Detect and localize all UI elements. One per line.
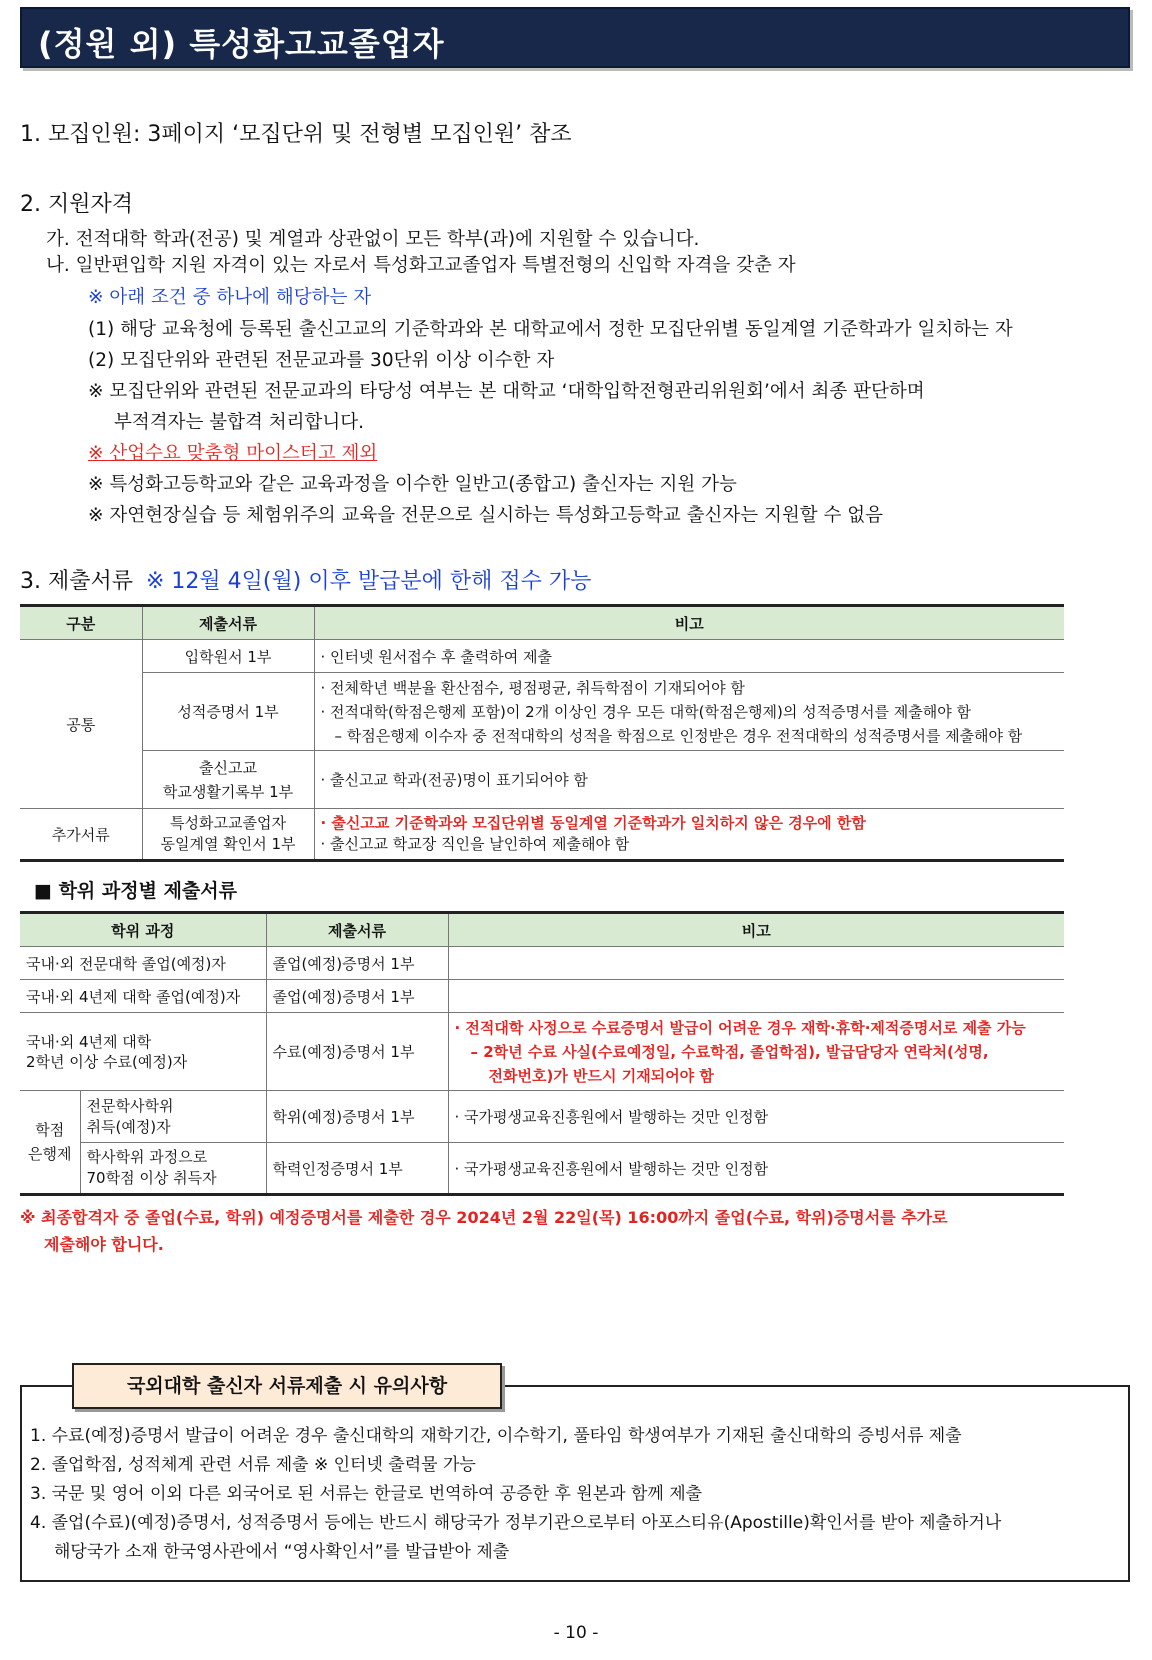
label-line: 학점 [35,1121,65,1139]
remark-cell [448,947,1064,980]
degree-documents-table [20,911,1064,1196]
doc-cell: 졸업(예정)증명서 1부 [266,980,448,1013]
qualification-item-ga: 가. 전적대학 학과(전공) 및 계열과 상관없이 모든 학부(과)에 지원할 수 있습니다. [46,229,700,250]
course-line: 2학년 이상 수료(예정)자 [26,1052,188,1071]
remark-transcript [314,673,1064,751]
general-high-note: ※ 특성화고등학교와 같은 교육과정을 이수한 일반고(종합고) 출신자는 지원 가능 [88,474,737,495]
condition-2: (2) 모집단위와 관련된 전문교과를 30단위 이상 이수한 자 [88,350,555,371]
remark-line: – 학점은행제 이수자 중 전적대학의 성적을 학점으로 인정받은 경우 전적대학의 성적증명서를 제출해야 함 [334,726,1023,745]
remark-cell [448,980,1064,1013]
table-row [20,947,1064,980]
foreign-notice-item: 4. 졸업(수료)(예정)증명서, 성적증명서 등에는 반드시 해당국가 정부기관으로부터 아포스티유(Apostille)확인서를 받아 제출하거나 [30,1513,1002,1533]
remark-cell: · 국가평생교육진흥원에서 발행하는 것만 인정함 [448,1091,1064,1143]
documents-table [20,604,1064,862]
category-common: 공통 [20,640,142,809]
doc-line: 특성화고교졸업자 [170,814,286,832]
final-notice-line2: 제출해야 합니다. [44,1235,164,1254]
doc-transcript: 성적증명서 1부 [142,673,314,751]
table-row [20,751,1064,809]
course-line: 70학점 이상 취득자 [86,1169,217,1187]
section2-heading: 2. 지원자격 [20,192,133,217]
doc-school-record [142,751,314,809]
page-number: - 10 - [553,1623,599,1643]
doc-cell: 학력인정증명서 1부 [266,1143,448,1195]
remark-line: · 전적대학(학점은행제 포함)이 2개 이상인 경우 모든 대학(학점은행제)의 성적증명서를 제출해야 함 [320,702,972,721]
course-cell: 국내·외 4년제 대학 졸업(예정)자 [20,980,266,1013]
header-course: 학위 과정 [20,913,266,947]
remark-cell: · 국가평생교육진흥원에서 발행하는 것만 인정함 [448,1143,1064,1195]
doc-cell: 졸업(예정)증명서 1부 [266,947,448,980]
header-category: 구분 [20,606,142,640]
course-cell: 국내·외 전문대학 졸업(예정)자 [20,947,266,980]
course-line: 취득(예정)자 [86,1117,171,1136]
foreign-notice-item: 2. 졸업학점, 성적체계 관련 서류 제출 ※ 인터넷 출력물 가능 [30,1455,476,1475]
label-line: 은행제 [28,1145,72,1163]
meister-exclusion-note: ※ 산업수요 맞춤형 마이스터고 제외 [88,443,378,464]
final-notice-line1: ※ 최종합격자 중 졸업(수료, 학위) 예정증명서를 제출한 경우 2024년 2월 22일(목) 16:00까지 졸업(수료, 학위)증명서를 추가로 [20,1208,948,1227]
course-cell [20,1013,266,1091]
header-documents: 제출서류 [142,606,314,640]
field-practice-note: ※ 자연현장실습 등 체험위주의 교육을 전문으로 실시하는 특성화고등학교 출신자는 지원할 수 없음 [88,505,884,526]
course-line: 학사학위 과정으로 [86,1148,208,1166]
remark-line-red: · 전적대학 사정으로 수료증명서 발급이 어려운 경우 재학·휴학·제적증명서로 제출 가능 [454,1018,1026,1037]
foreign-notice-item: 1. 수료(예정)증명서 발급이 어려운 경우 출신대학의 재학기간, 이수학기, 풀타임 학생여부가 기재된 출신대학의 증빙서류 제출 [30,1426,962,1446]
course-cell [80,1143,266,1195]
course-line: 국내·외 4년제 대학 [26,1032,152,1051]
table-row [20,1013,1064,1091]
remark-same-field [314,809,1064,861]
doc-cell: 수료(예정)증명서 1부 [266,1013,448,1091]
remark-line-red: · 출신고교 기준학과와 모집단위별 동일계열 기준학과가 일치하지 않은 경우에 한함 [320,814,866,832]
doc-cell: 학위(예정)증명서 1부 [266,1091,448,1143]
doc-same-field-confirmation [142,809,314,861]
category-extra: 추가서류 [20,809,142,861]
header-remarks: 비고 [448,913,1064,947]
page-banner [20,7,1130,68]
remark-line: · 전체학년 백분율 환산점수, 평점평균, 취득학점이 기재되어야 함 [320,678,745,697]
qualification-item-na: 나. 일반편입학 지원 자격이 있는 자로서 특성화고교졸업자 특별전형의 신입학 자격을 갖춘 자 [46,255,796,276]
doc-line: 동일계열 확인서 1부 [160,835,296,853]
doc-line: 출신고교 [199,758,257,777]
header-documents: 제출서류 [266,913,448,947]
remark-line-red: – 2학년 수료 사실(수료예정일, 수료학점, 졸업학점), 발급담당자 연락처(성명, [470,1042,989,1061]
remark-cell [448,1013,1064,1091]
foreign-notice-title: 국외대학 출신자 서류제출 시 유의사항 [72,1363,502,1409]
course-cell [80,1091,266,1143]
foreign-notice-item: 3. 국문 및 영어 이외 다른 외국어로 된 서류는 한글로 번역하여 공증한 후 원본과 함께 제출 [30,1484,703,1504]
remark-line-red: 전화번호)가 반드시 기재되어야 함 [488,1066,714,1085]
section3-title: 3. 제출서류 [20,569,133,594]
condition-note: ※ 아래 조건 중 하나에 해당하는 자 [88,287,372,308]
foreign-notice-item: 해당국가 소재 한국영사관에서 “영사확인서”를 발급받아 제출 [54,1542,510,1562]
validity-note-line1: ※ 모집단위와 관련된 전문교과의 타당성 여부는 본 대학교 ‘대학입학전형관리위원회’에서 최종 판단하며 [88,381,925,402]
table-row [20,809,1064,861]
banner-title: (정원 외) 특성화고교졸업자 [38,25,445,63]
table-row [20,640,1064,673]
remark-school-record: · 출신고교 학과(전공)명이 표기되어야 함 [314,751,1064,809]
section1-text: 1. 모집인원: 3페이지 ‘모집단위 및 전형별 모집인원’ 참조 [20,122,572,147]
doc-application: 입학원서 1부 [142,640,314,673]
table-row [20,1143,1064,1195]
table-row [20,673,1064,751]
remark-line: · 출신고교 학교장 직인을 날인하여 제출해야 함 [320,835,630,853]
condition-1: (1) 해당 교육청에 등록된 출신고교의 기준학과와 본 대학교에서 정한 모집단위별 동일계열 기준학과가 일치하는 자 [88,319,1013,340]
credit-bank-label [20,1091,80,1195]
course-line: 전문학사학위 [86,1096,174,1115]
header-remarks: 비고 [314,606,1064,640]
doc-line: 학교생활기록부 1부 [162,782,294,801]
degree-section-heading: ■ 학위 과정별 제출서류 [34,880,237,902]
table-row [20,980,1064,1013]
section3-issue-note: ※ 12월 4일(월) 이후 발급분에 한해 접수 가능 [146,569,592,594]
remark-application: · 인터넷 원서접수 후 출력하여 제출 [314,640,1064,673]
table-row [20,1091,1064,1143]
validity-note-line2: 부적격자는 불합격 처리합니다. [114,412,364,433]
section3-heading [20,564,591,595]
